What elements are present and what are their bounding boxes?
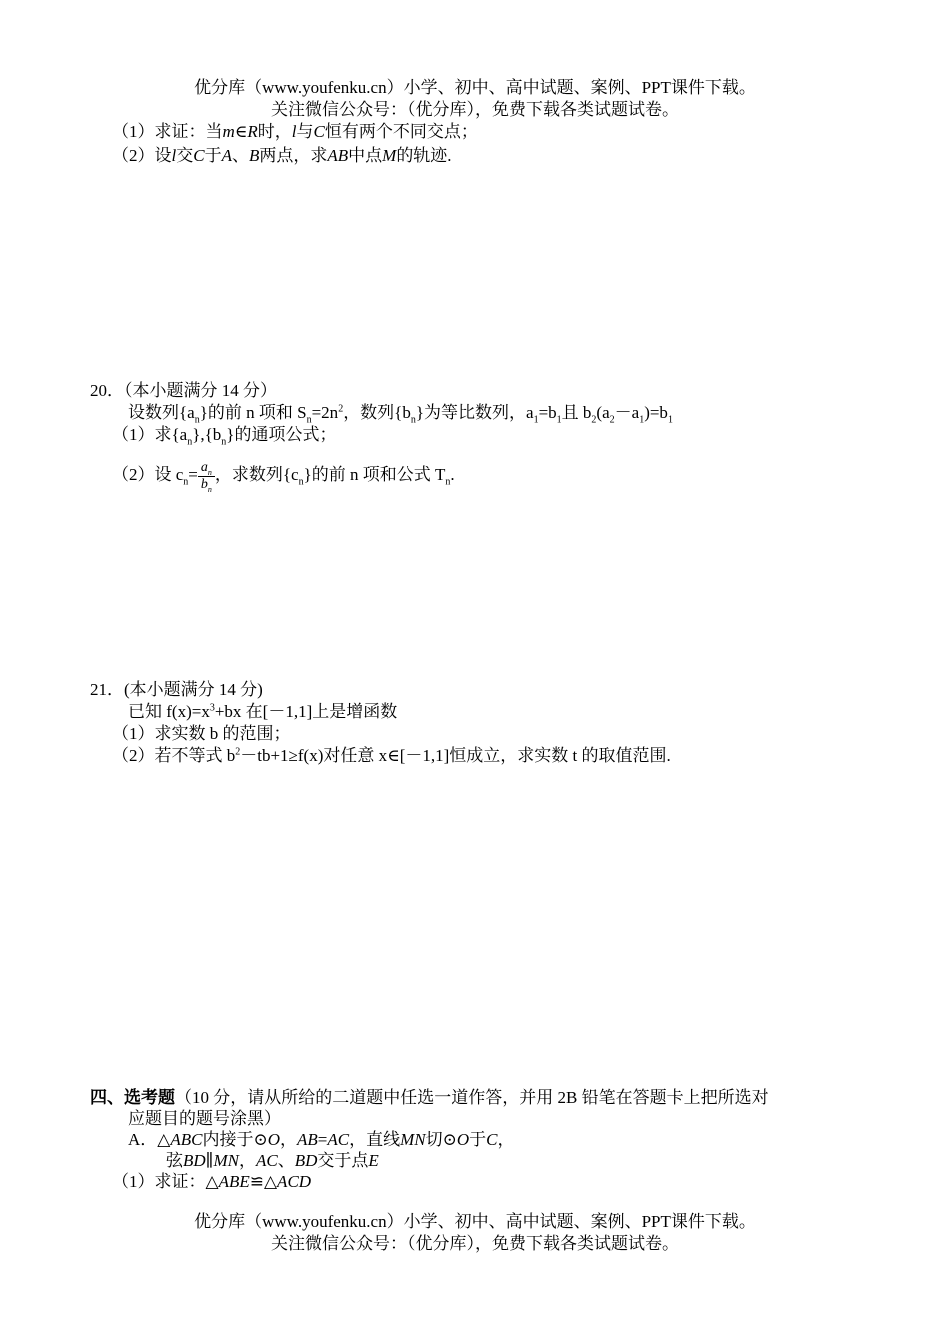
section4-option-a-line-2: 弦BD∥MN，AC、BD交于点E bbox=[166, 1151, 379, 1170]
section4-heading: 四、选考题 bbox=[90, 1088, 175, 1107]
q20-title: 20．（本小题满分 14 分） bbox=[90, 381, 277, 400]
q21-part-1: （1）求实数 b 的范围； bbox=[112, 724, 291, 743]
q19-part-2: （2）设l交C于A、B两点，求AB中点M的轨迹. bbox=[112, 146, 452, 165]
q21-part-2: （2）若不等式 $b^2-tb+1\ge f(x)$对任意 x∈[－1,1]恒成立，求实数 t 的取值范围. bbox=[112, 746, 671, 765]
q20-part-1: （1）求$\{a_n\},\{b_n\}$的通项公式； bbox=[112, 425, 337, 448]
section4-option-a-line-1: A．△ABC内接于⊙O，AB=AC，直线MN切⊙O于C， bbox=[128, 1130, 515, 1149]
q21-title: 21．(本小题满分 14 分) bbox=[90, 680, 263, 699]
q20-stem: 设数列$\{a_n\}$的前 n 项和 $S_n=2n^2$，数列$\{b_n\}$为等比数列，$a_1=b_1$且 $b_2(a_2-a_1)=b_1$ bbox=[128, 403, 673, 426]
section4-part-1: （1）求证：△ABE≌△ACD bbox=[112, 1172, 312, 1191]
q21-stem: 已知 $f(x)=x^3+bx$ 在[－1,1]上是增函数 bbox=[128, 702, 398, 721]
footer-line-1: 优分库（www.youfenku.cn）小学、初中、高中试题、案例、PPT课件下载。 bbox=[194, 1212, 756, 1231]
q19-part-1: （1）求证：当m∈R时，l与C恒有两个不同交点； bbox=[112, 122, 478, 141]
header-line-2: 关注微信公众号：（优分库），免费下载各类试题试卷。 bbox=[271, 100, 679, 119]
footer-line-2: 关注微信公众号：（优分库），免费下载各类试题试卷。 bbox=[271, 1234, 679, 1253]
section4-intro: 四、选考题（10 分，请从所给的二道题中任选一道作答，并用 2B 铅笔在答题卡上把所选对 bbox=[90, 1088, 769, 1107]
section4-intro-2: 应题目的题号涂黑） bbox=[128, 1109, 281, 1128]
fraction-an-over-bn: $\frac{a_n}{b_n}$ bbox=[198, 460, 215, 493]
header-line-1: 优分库（www.youfenku.cn）小学、初中、高中试题、案例、PPT课件下载。 bbox=[194, 78, 756, 97]
q20-part-2: （2）设 $c_n=$ $\frac{a_n}{b_n}$ ，求数列$\{c_n\}$的前 n 项和公式 $T_n$. bbox=[112, 459, 455, 494]
